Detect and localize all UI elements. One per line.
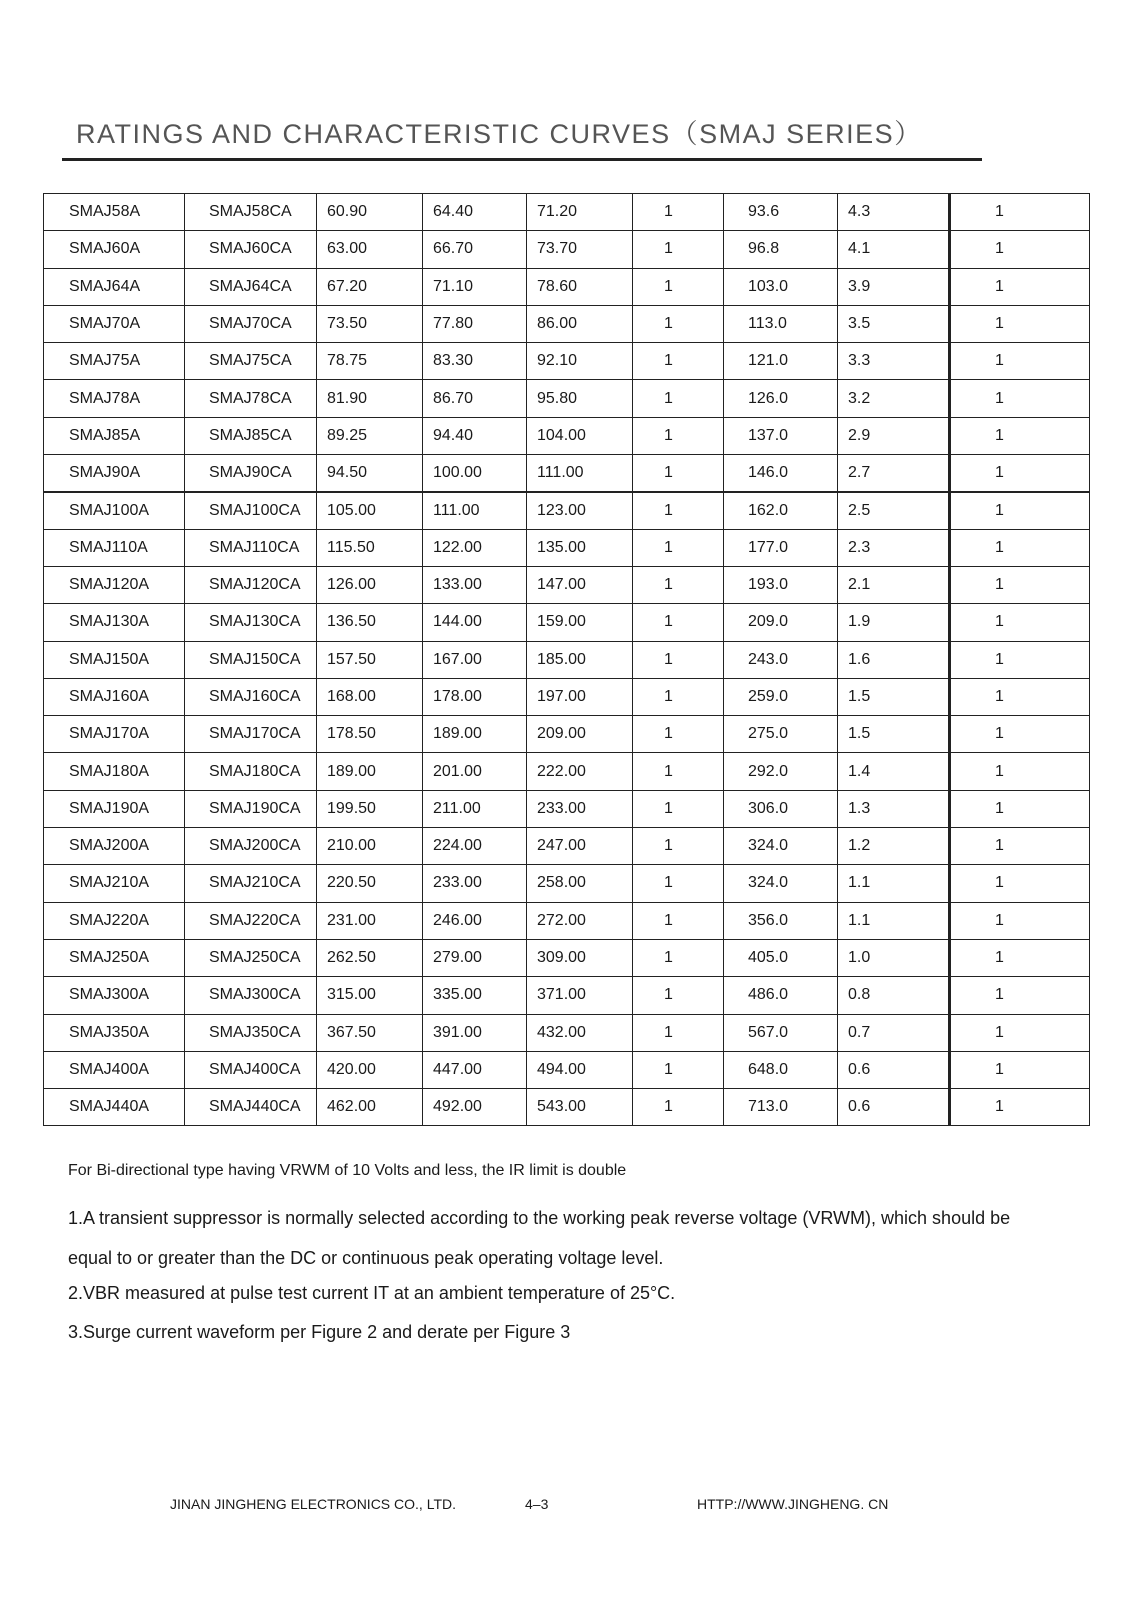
table-cell: 1 [950, 716, 1090, 753]
table-cell: 66.70 [423, 231, 527, 268]
table-cell: 64.40 [423, 194, 527, 231]
table-cell: 1 [633, 790, 724, 827]
table-cell: SMAJ70CA [185, 305, 317, 342]
table-cell: 211.00 [423, 790, 527, 827]
table-cell: 78.60 [527, 268, 633, 305]
table-cell: 1 [633, 604, 724, 641]
table-cell: SMAJ210A [44, 865, 185, 902]
table-row [44, 380, 1090, 417]
table-row [44, 678, 1090, 715]
table-cell: 262.50 [317, 939, 423, 976]
table-cell: 231.00 [317, 902, 423, 939]
table-cell: 1 [950, 678, 1090, 715]
table-cell: 1 [950, 343, 1090, 380]
table-row [44, 305, 1090, 342]
table-cell: 4.1 [838, 231, 950, 268]
bidirectional-note: For Bi-directional type having VRWM of 10 Volts and less, the IR limit is double [68, 1162, 627, 1179]
table-cell: 1 [633, 977, 724, 1014]
table-cell: 136.50 [317, 604, 423, 641]
table-cell: SMAJ58A [44, 194, 185, 231]
table-row [44, 268, 1090, 305]
note-3: 3.Surge current waveform per Figure 2 and derate per Figure 3 [68, 1322, 571, 1342]
table-cell: 147.00 [527, 566, 633, 603]
table-cell: 177.0 [724, 529, 838, 566]
table-cell: 1 [633, 716, 724, 753]
table-cell: 1 [633, 529, 724, 566]
table-cell: 1.5 [838, 716, 950, 753]
table-cell: 1 [633, 268, 724, 305]
table-cell: SMAJ220A [44, 902, 185, 939]
table-cell: 1.1 [838, 902, 950, 939]
table-cell: 197.00 [527, 678, 633, 715]
table-cell: SMAJ90CA [185, 455, 317, 492]
table-cell: 1 [950, 455, 1090, 492]
table-cell: 1 [633, 1051, 724, 1088]
table-cell: 1 [950, 604, 1090, 641]
table-cell: 1 [633, 828, 724, 865]
table-cell: 224.00 [423, 828, 527, 865]
table-cell: 371.00 [527, 977, 633, 1014]
table-cell: 1 [950, 268, 1090, 305]
table-cell: 648.0 [724, 1051, 838, 1088]
footer-url: HTTP://WWW.JINGHENG. CN [697, 1496, 889, 1512]
table-row [44, 1014, 1090, 1051]
table-cell: 1 [950, 1089, 1090, 1126]
table-cell: 100.00 [423, 455, 527, 492]
table-cell: 193.0 [724, 566, 838, 603]
table-cell: SMAJ190CA [185, 790, 317, 827]
table-cell: SMAJ180A [44, 753, 185, 790]
table-cell: 86.70 [423, 380, 527, 417]
table-row [44, 828, 1090, 865]
table-row [44, 604, 1090, 641]
table-cell: SMAJ220CA [185, 902, 317, 939]
table-cell: 243.0 [724, 641, 838, 678]
table-cell: 4.3 [838, 194, 950, 231]
table-cell: 1 [950, 231, 1090, 268]
table-cell: 1 [633, 305, 724, 342]
table-cell: 713.0 [724, 1089, 838, 1126]
table-cell: 494.00 [527, 1051, 633, 1088]
table-cell: 1 [633, 231, 724, 268]
table-cell: 146.0 [724, 455, 838, 492]
table-cell: 95.80 [527, 380, 633, 417]
table-cell: 1 [950, 1051, 1090, 1088]
table-cell: 135.00 [527, 529, 633, 566]
notes-section [68, 1162, 1068, 1342]
table-cell: SMAJ110A [44, 529, 185, 566]
table-cell: 209.00 [527, 716, 633, 753]
table-cell: 1.1 [838, 865, 950, 902]
table-cell: 246.00 [423, 902, 527, 939]
table-cell: 3.9 [838, 268, 950, 305]
table-cell: 1 [950, 790, 1090, 827]
table-cell: 367.50 [317, 1014, 423, 1051]
table-cell: 96.8 [724, 231, 838, 268]
table-cell: 3.2 [838, 380, 950, 417]
table-cell: 71.10 [423, 268, 527, 305]
table-cell: 1 [633, 1089, 724, 1126]
ratings-table [43, 193, 1090, 1126]
table-row [44, 566, 1090, 603]
table-cell: 126.0 [724, 380, 838, 417]
table-cell: SMAJ130A [44, 604, 185, 641]
table-cell: 1 [950, 902, 1090, 939]
table-cell: 2.7 [838, 455, 950, 492]
note-1-line-1: 1.A transient suppressor is normally selected according to the working peak reverse voltage (VRWM), which should be [68, 1208, 1011, 1228]
table-row [44, 865, 1090, 902]
table-cell: 258.00 [527, 865, 633, 902]
table-cell: SMAJ60A [44, 231, 185, 268]
table-cell: 201.00 [423, 753, 527, 790]
title-divider [62, 158, 982, 161]
table-cell: 1 [633, 939, 724, 976]
table-row [44, 194, 1090, 231]
table-cell: SMAJ70A [44, 305, 185, 342]
table-cell: SMAJ160CA [185, 678, 317, 715]
table-cell: 1 [950, 939, 1090, 976]
table-cell: 391.00 [423, 1014, 527, 1051]
table-cell: 113.0 [724, 305, 838, 342]
table-cell: SMAJ100A [44, 492, 185, 529]
table-row [44, 343, 1090, 380]
table-cell: 1 [950, 865, 1090, 902]
table-cell: 1 [950, 1014, 1090, 1051]
table-cell: 89.25 [317, 417, 423, 454]
table-cell: 210.00 [317, 828, 423, 865]
table-cell: 1 [633, 194, 724, 231]
table-cell: 71.20 [527, 194, 633, 231]
table-cell: SMAJ64A [44, 268, 185, 305]
table-cell: 405.0 [724, 939, 838, 976]
table-cell: 189.00 [423, 716, 527, 753]
table-cell: 233.00 [527, 790, 633, 827]
table-cell: 335.00 [423, 977, 527, 1014]
table-cell: 1.0 [838, 939, 950, 976]
table-cell: 73.70 [527, 231, 633, 268]
note-1-line-2: equal to or greater than the DC or continuous peak operating voltage level. [68, 1248, 664, 1268]
table-cell: 1 [950, 641, 1090, 678]
table-cell: SMAJ350A [44, 1014, 185, 1051]
table-cell: 1 [633, 492, 724, 529]
table-cell: 567.0 [724, 1014, 838, 1051]
table-cell: SMAJ160A [44, 678, 185, 715]
table-cell: 185.00 [527, 641, 633, 678]
table-cell: 324.0 [724, 865, 838, 902]
table-cell: SMAJ85A [44, 417, 185, 454]
table-cell: 222.00 [527, 753, 633, 790]
table-cell: SMAJ170A [44, 716, 185, 753]
table-cell: 60.90 [317, 194, 423, 231]
table-cell: 83.30 [423, 343, 527, 380]
table-cell: SMAJ190A [44, 790, 185, 827]
table-cell: SMAJ210CA [185, 865, 317, 902]
table-cell: SMAJ150CA [185, 641, 317, 678]
table-row [44, 1089, 1090, 1126]
table-cell: 233.00 [423, 865, 527, 902]
table-cell: 0.7 [838, 1014, 950, 1051]
table-cell: 462.00 [317, 1089, 423, 1126]
table-cell: 168.00 [317, 678, 423, 715]
table-cell: SMAJ400A [44, 1051, 185, 1088]
table-cell: 93.6 [724, 194, 838, 231]
table-cell: SMAJ110CA [185, 529, 317, 566]
table-cell: 324.0 [724, 828, 838, 865]
table-cell: 3.5 [838, 305, 950, 342]
table-cell: 121.0 [724, 343, 838, 380]
table-cell: 63.00 [317, 231, 423, 268]
table-cell: 2.3 [838, 529, 950, 566]
table-cell: SMAJ250CA [185, 939, 317, 976]
table-cell: 1 [633, 455, 724, 492]
footer-page-number: 4–3 [525, 1496, 549, 1512]
table-cell: 111.00 [527, 455, 633, 492]
table-cell: SMAJ400CA [185, 1051, 317, 1088]
table-cell: SMAJ78CA [185, 380, 317, 417]
table-cell: 103.0 [724, 268, 838, 305]
table-cell: SMAJ78A [44, 380, 185, 417]
table-cell: 1 [633, 902, 724, 939]
table-cell: SMAJ75CA [185, 343, 317, 380]
table-row [44, 716, 1090, 753]
footer-company: JINAN JINGHENG ELECTRONICS CO., LTD. [170, 1496, 456, 1512]
table-cell: 315.00 [317, 977, 423, 1014]
table-cell: 1.4 [838, 753, 950, 790]
table-cell: SMAJ350CA [185, 1014, 317, 1051]
table-cell: 189.00 [317, 753, 423, 790]
table-cell: 1 [633, 417, 724, 454]
table-cell: 86.00 [527, 305, 633, 342]
table-cell: 492.00 [423, 1089, 527, 1126]
table-cell: SMAJ250A [44, 939, 185, 976]
table-cell: 1 [633, 1014, 724, 1051]
table-cell: SMAJ120CA [185, 566, 317, 603]
table-row [44, 417, 1090, 454]
table-cell: SMAJ85CA [185, 417, 317, 454]
table-cell: 420.00 [317, 1051, 423, 1088]
table-cell: 1 [950, 977, 1090, 1014]
table-cell: 104.00 [527, 417, 633, 454]
table-cell: 167.00 [423, 641, 527, 678]
table-row [44, 753, 1090, 790]
table-cell: 486.0 [724, 977, 838, 1014]
table-cell: 94.40 [423, 417, 527, 454]
table-cell: 247.00 [527, 828, 633, 865]
table-cell: SMAJ200CA [185, 828, 317, 865]
table-cell: SMAJ300A [44, 977, 185, 1014]
table-row [44, 529, 1090, 566]
table-cell: SMAJ150A [44, 641, 185, 678]
table-cell: 94.50 [317, 455, 423, 492]
table-cell: 1.5 [838, 678, 950, 715]
table-cell: 3.3 [838, 343, 950, 380]
table-cell: 1 [950, 492, 1090, 529]
table-row [44, 492, 1090, 529]
table-cell: 1 [950, 828, 1090, 865]
table-cell: 137.0 [724, 417, 838, 454]
table-cell: SMAJ440A [44, 1089, 185, 1126]
table-row [44, 641, 1090, 678]
table-cell: 2.9 [838, 417, 950, 454]
table-cell: 67.20 [317, 268, 423, 305]
table-cell: 1.9 [838, 604, 950, 641]
page-title: RATINGS AND CHARACTERISTIC CURVES（SMAJ SERIES） [76, 119, 923, 149]
table-cell: 292.0 [724, 753, 838, 790]
table-cell: SMAJ60CA [185, 231, 317, 268]
table-cell: 144.00 [423, 604, 527, 641]
table-cell: 447.00 [423, 1051, 527, 1088]
table-cell: SMAJ170CA [185, 716, 317, 753]
table-cell: SMAJ130CA [185, 604, 317, 641]
table-row [44, 1051, 1090, 1088]
table-cell: 1 [633, 380, 724, 417]
table-cell: 1 [950, 380, 1090, 417]
table-cell: 432.00 [527, 1014, 633, 1051]
table-cell: 356.0 [724, 902, 838, 939]
table-cell: 126.00 [317, 566, 423, 603]
table-cell: 1 [633, 753, 724, 790]
table-cell: 1.6 [838, 641, 950, 678]
table-cell: 1 [950, 529, 1090, 566]
table-cell: 1 [633, 641, 724, 678]
note-2: 2.VBR measured at pulse test current IT at an ambient temperature of 25°C. [68, 1283, 676, 1303]
ratings-table-body [44, 194, 1090, 1126]
table-cell: 105.00 [317, 492, 423, 529]
table-cell: SMAJ300CA [185, 977, 317, 1014]
table-cell: 157.50 [317, 641, 423, 678]
table-cell: 159.00 [527, 604, 633, 641]
table-cell: SMAJ120A [44, 566, 185, 603]
table-cell: 115.50 [317, 529, 423, 566]
table-cell: 306.0 [724, 790, 838, 827]
table-cell: 78.75 [317, 343, 423, 380]
table-cell: 0.8 [838, 977, 950, 1014]
table-cell: 92.10 [527, 343, 633, 380]
table-row [44, 902, 1090, 939]
table-cell: SMAJ180CA [185, 753, 317, 790]
table-cell: 73.50 [317, 305, 423, 342]
table-row [44, 231, 1090, 268]
table-cell: SMAJ100CA [185, 492, 317, 529]
table-cell: 81.90 [317, 380, 423, 417]
table-cell: 220.50 [317, 865, 423, 902]
table-cell: 122.00 [423, 529, 527, 566]
table-cell: 275.0 [724, 716, 838, 753]
table-cell: 272.00 [527, 902, 633, 939]
table-cell: 199.50 [317, 790, 423, 827]
table-cell: 1 [633, 566, 724, 603]
table-cell: 1 [950, 305, 1090, 342]
table-cell: 178.00 [423, 678, 527, 715]
table-cell: SMAJ200A [44, 828, 185, 865]
table-cell: 209.0 [724, 604, 838, 641]
table-cell: 259.0 [724, 678, 838, 715]
table-cell: 543.00 [527, 1089, 633, 1126]
table-cell: SMAJ90A [44, 455, 185, 492]
table-cell: 1 [950, 566, 1090, 603]
table-cell: 1.3 [838, 790, 950, 827]
table-row [44, 790, 1090, 827]
table-cell: 111.00 [423, 492, 527, 529]
table-cell: 2.1 [838, 566, 950, 603]
table-cell: 1 [633, 343, 724, 380]
table-cell: SMAJ58CA [185, 194, 317, 231]
table-cell: 1 [633, 678, 724, 715]
table-cell: 1 [950, 753, 1090, 790]
table-cell: 178.50 [317, 716, 423, 753]
table-cell: 1.2 [838, 828, 950, 865]
table-cell: 309.00 [527, 939, 633, 976]
table-cell: SMAJ75A [44, 343, 185, 380]
table-cell: 123.00 [527, 492, 633, 529]
table-row [44, 977, 1090, 1014]
table-cell: 1 [633, 865, 724, 902]
table-cell: 1 [950, 417, 1090, 454]
table-cell: 2.5 [838, 492, 950, 529]
table-cell: 1 [950, 194, 1090, 231]
table-cell: 0.6 [838, 1051, 950, 1088]
table-row [44, 939, 1090, 976]
table-cell: 0.6 [838, 1089, 950, 1126]
table-cell: 279.00 [423, 939, 527, 976]
table-cell: 133.00 [423, 566, 527, 603]
table-row [44, 455, 1090, 492]
table-cell: SMAJ64CA [185, 268, 317, 305]
table-cell: SMAJ440CA [185, 1089, 317, 1126]
table-cell: 162.0 [724, 492, 838, 529]
table-cell: 77.80 [423, 305, 527, 342]
